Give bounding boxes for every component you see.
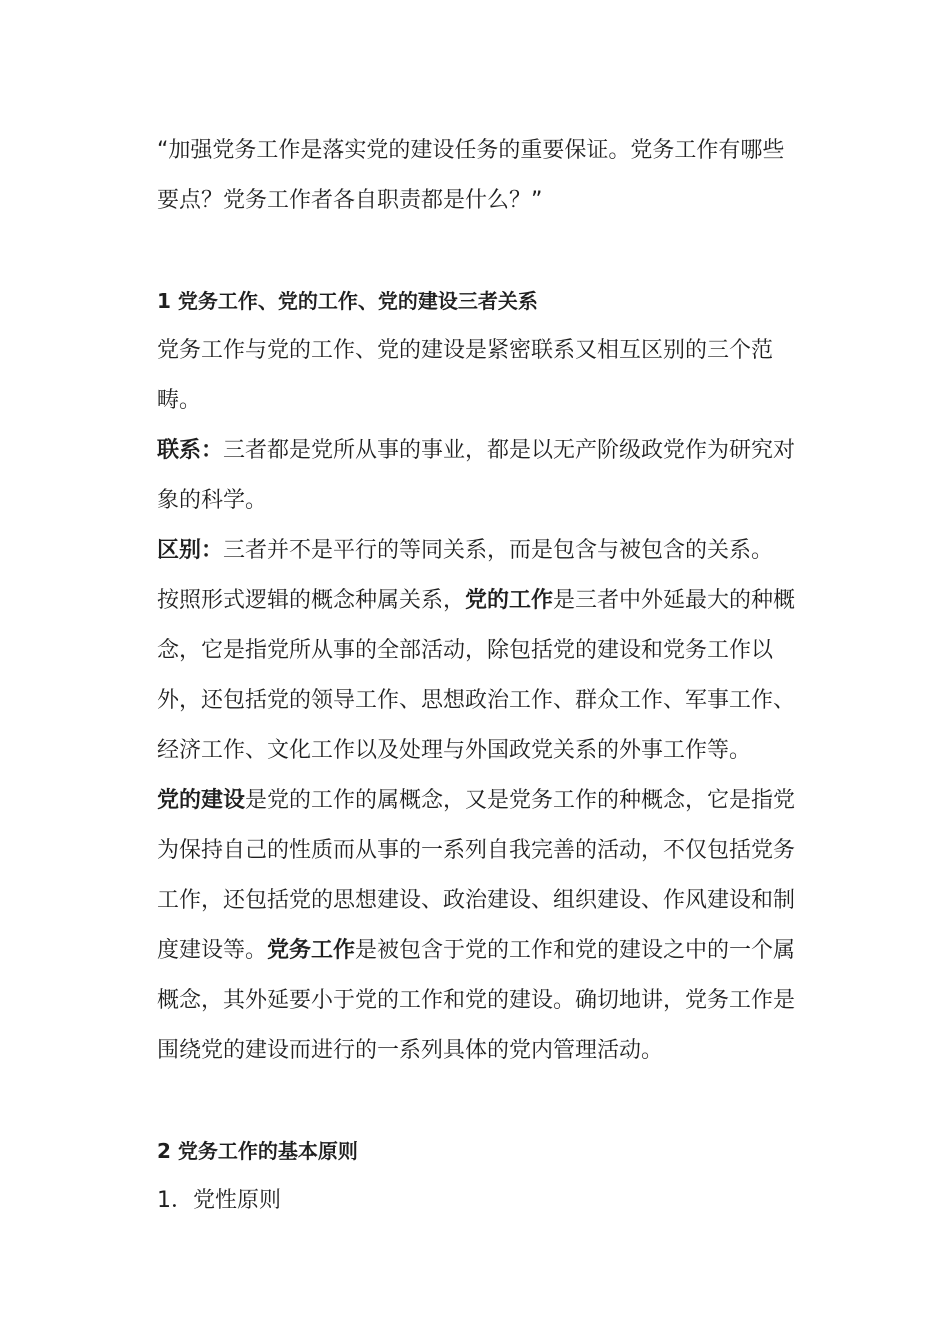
document-body xyxy=(157,126,802,1226)
section-1-paragraph-1: 党务工作与党的工作、党的建设是紧密联系又相互区别的三个范畴。 xyxy=(157,338,774,413)
party-work-paragraph xyxy=(157,576,802,776)
party-work-intro: 按照形式逻辑的概念种属关系， xyxy=(157,588,466,613)
difference-label: 区别： xyxy=(157,538,224,563)
connection-text: 三者都是党所从事的事业，都是以无产阶级政党作为研究对象的科学。 xyxy=(157,438,796,513)
party-building-term: 党的建设 xyxy=(157,788,246,813)
difference-paragraph xyxy=(157,526,802,576)
section-1-heading: 1 党务工作、党的工作、党的建设三者关系 xyxy=(157,289,538,313)
principle-item-1: 1．党性原则 xyxy=(157,1188,281,1213)
intro-paragraph: “加强党务工作是落实党的建设任务的重要保证。党务工作有哪些要点？党务工作者各自职责都是什么？” xyxy=(157,138,785,213)
difference-text: 三者并不是平行的等同关系，而是包含与被包含的关系。 xyxy=(223,538,774,563)
party-building-text: 是党的工作的属概念，又是党务工作的种概念，它是指党为保持自己的性质而从事的一系列自我完善的活动，不仅包括党务工作，还包括党的思想建设、政治建设、组织建设、作风建设和制度建设等。 xyxy=(157,788,796,963)
party-affairs-term: 党务工作 xyxy=(267,938,356,963)
connection-label: 联系： xyxy=(157,438,224,463)
party-building-paragraph xyxy=(157,776,802,1076)
party-work-term: 党的工作 xyxy=(465,588,554,613)
party-work-text: 是三者中外延最大的种概念，它是指党所从事的全部活动，除包括党的建设和党务工作以外，还包括党的领导工作、思想政治工作、群众工作、军事工作、经济工作、文化工作以及处理与外国政党关系的外事工作等。 xyxy=(157,588,796,763)
connection-paragraph xyxy=(157,426,802,526)
section-2-heading: 2 党务工作的基本原则 xyxy=(157,1139,358,1163)
party-affairs-text: 是被包含于党的工作和党的建设之中的一个属概念，其外延要小于党的工作和党的建设。确切地讲，党务工作是围绕党的建设而进行的一系列具体的党内管理活动。 xyxy=(157,938,796,1063)
